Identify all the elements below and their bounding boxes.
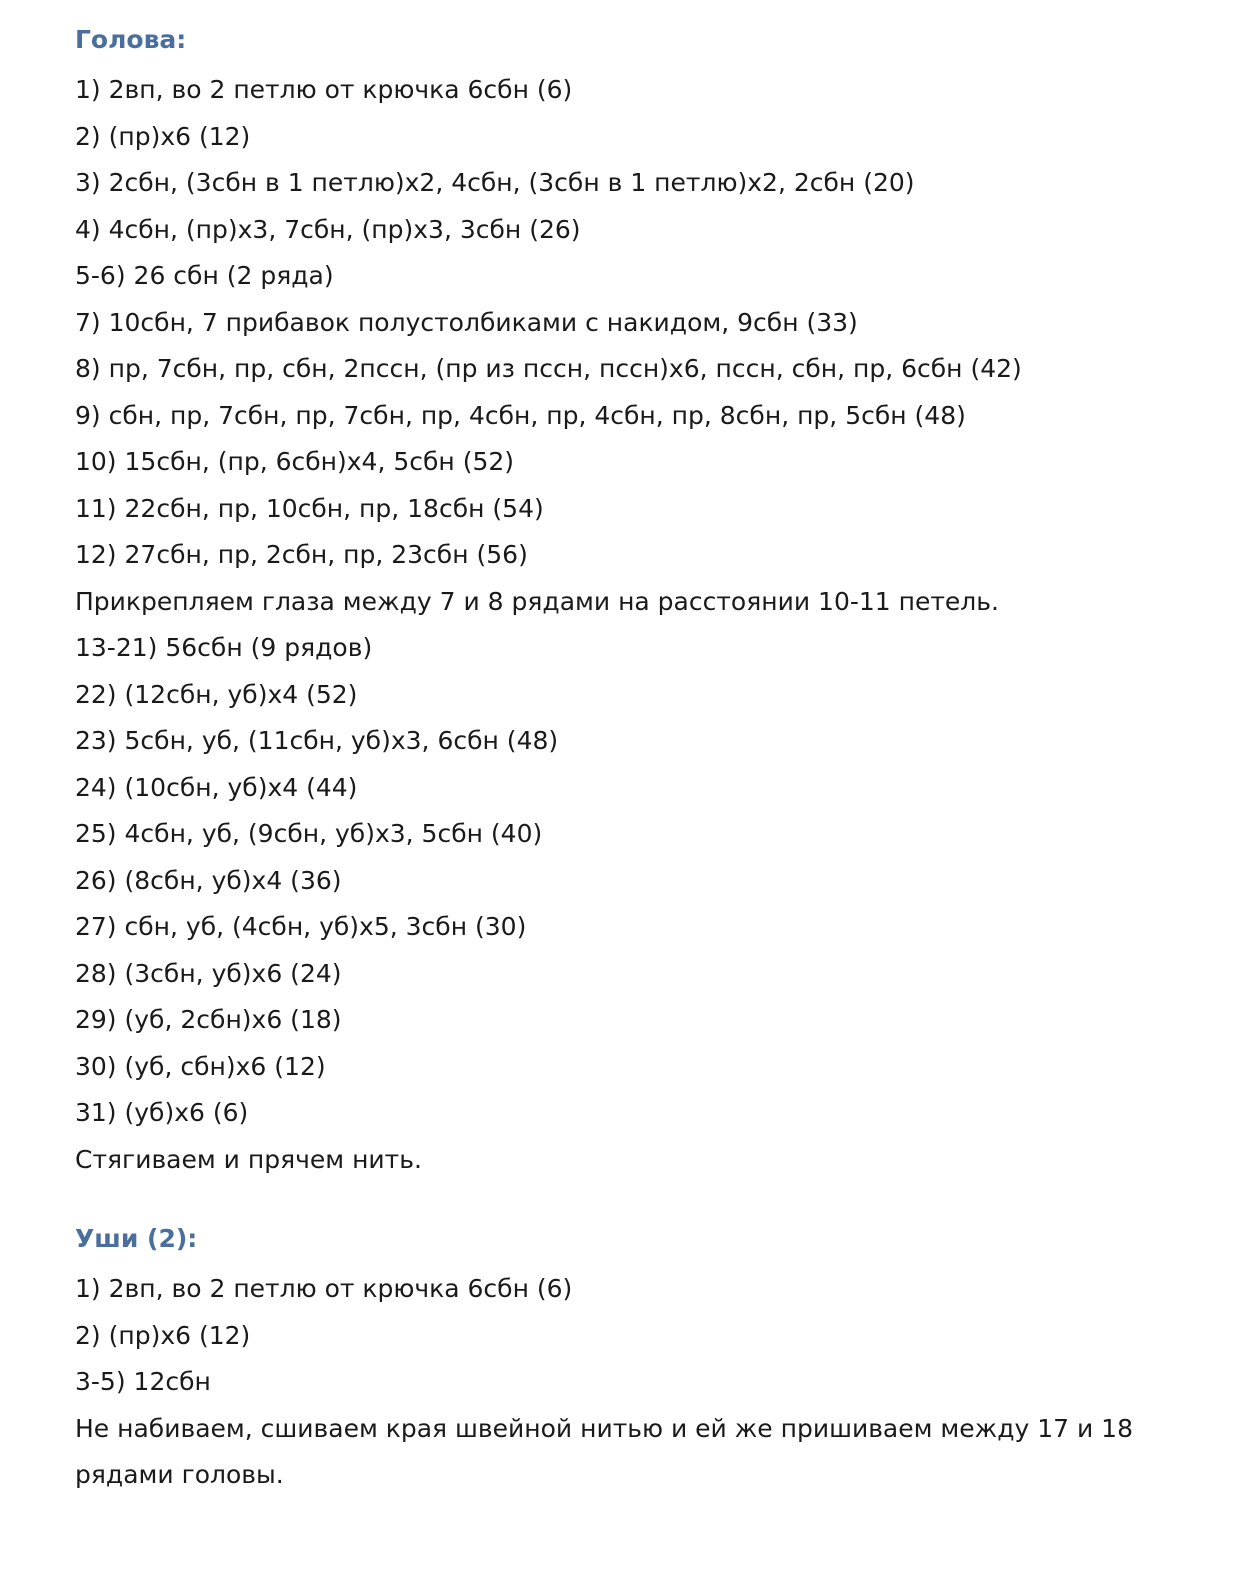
instruction-line: 5-6) 26 сбн (2 ряда) <box>75 261 334 290</box>
instruction-line: 8) пр, 7сбн, пр, сбн, 2пссн, (пр из пссн, пссн)х6, пссн, сбн, пр, 6сбн (42) <box>75 354 1022 383</box>
instruction-line: 26) (8сбн, уб)х4 (36) <box>75 865 342 895</box>
instruction-line: 9) сбн, пр, 7сбн, пр, 7сбн, пр, 4сбн, пр, 4сбн, пр, 8сбн, пр, 5сбн (48) <box>75 400 966 430</box>
instruction-line: 3-5) 12сбн <box>75 1367 211 1396</box>
instruction-line: 25) 4сбн, уб, (9сбн, уб)х3, 5сбн (40) <box>75 819 543 848</box>
instruction-line: 13-21) 56сбн (9 рядов) <box>75 633 373 662</box>
instruction-line: 4) 4сбн, (пр)х3, 7сбн, (пр)х3, 3сбн (26) <box>75 214 581 244</box>
instruction-line: 2) (пр)х6 (12) <box>75 121 251 151</box>
instruction-line: 7) 10сбн, 7 прибавок полустолбиками с накидом, 9сбн (33) <box>75 307 858 337</box>
instruction-line: 11) 22сбн, пр, 10сбн, пр, 18сбн (54) <box>75 493 544 523</box>
document-page <box>75 20 1195 1499</box>
section-head <box>75 20 1195 1183</box>
instruction-note: Прикрепляем глаза между 7 и 8 рядами на расстоянии 10-11 петель. <box>75 586 999 616</box>
instruction-line: 27) сбн, уб, (4сбн, уб)х5, 3сбн (30) <box>75 912 527 941</box>
instruction-line: 22) (12сбн, уб)х4 (52) <box>75 679 358 709</box>
instruction-line: 28) (3сбн, уб)х6 (24) <box>75 958 342 988</box>
instruction-line: 10) 15сбн, (пр, 6сбн)х4, 5сбн (52) <box>75 447 515 476</box>
section-ears <box>75 1219 1195 1499</box>
instruction-line: 1) 2вп, во 2 петлю от крючка 6сбн (6) <box>75 1274 573 1303</box>
instruction-note: Стягиваем и прячем нить. <box>75 1144 422 1174</box>
instruction-line: 30) (уб, сбн)х6 (12) <box>75 1051 326 1081</box>
instruction-line: 1) 2вп, во 2 петлю от крючка 6сбн (6) <box>75 75 573 104</box>
instruction-line: 2) (пр)х6 (12) <box>75 1320 251 1350</box>
instruction-note: Не набиваем, сшиваем края швейной нитью и ей же пришиваем между 17 и 18 рядами головы. <box>75 1413 1133 1489</box>
instruction-line: 24) (10сбн, уб)х4 (44) <box>75 772 358 802</box>
instruction-line: 3) 2сбн, (3сбн в 1 петлю)х2, 4сбн, (3сбн в 1 петлю)х2, 2сбн (20) <box>75 168 915 197</box>
instruction-line: 31) (уб)х6 (6) <box>75 1098 249 1127</box>
section-title-head: Голова: <box>75 25 187 54</box>
instruction-line: 29) (уб, 2сбн)х6 (18) <box>75 1005 342 1034</box>
section-title-ears: Уши (2): <box>75 1224 198 1253</box>
instruction-line: 23) 5сбн, уб, (11сбн, уб)х3, 6сбн (48) <box>75 726 559 755</box>
instruction-line: 12) 27сбн, пр, 2сбн, пр, 23сбн (56) <box>75 540 528 569</box>
